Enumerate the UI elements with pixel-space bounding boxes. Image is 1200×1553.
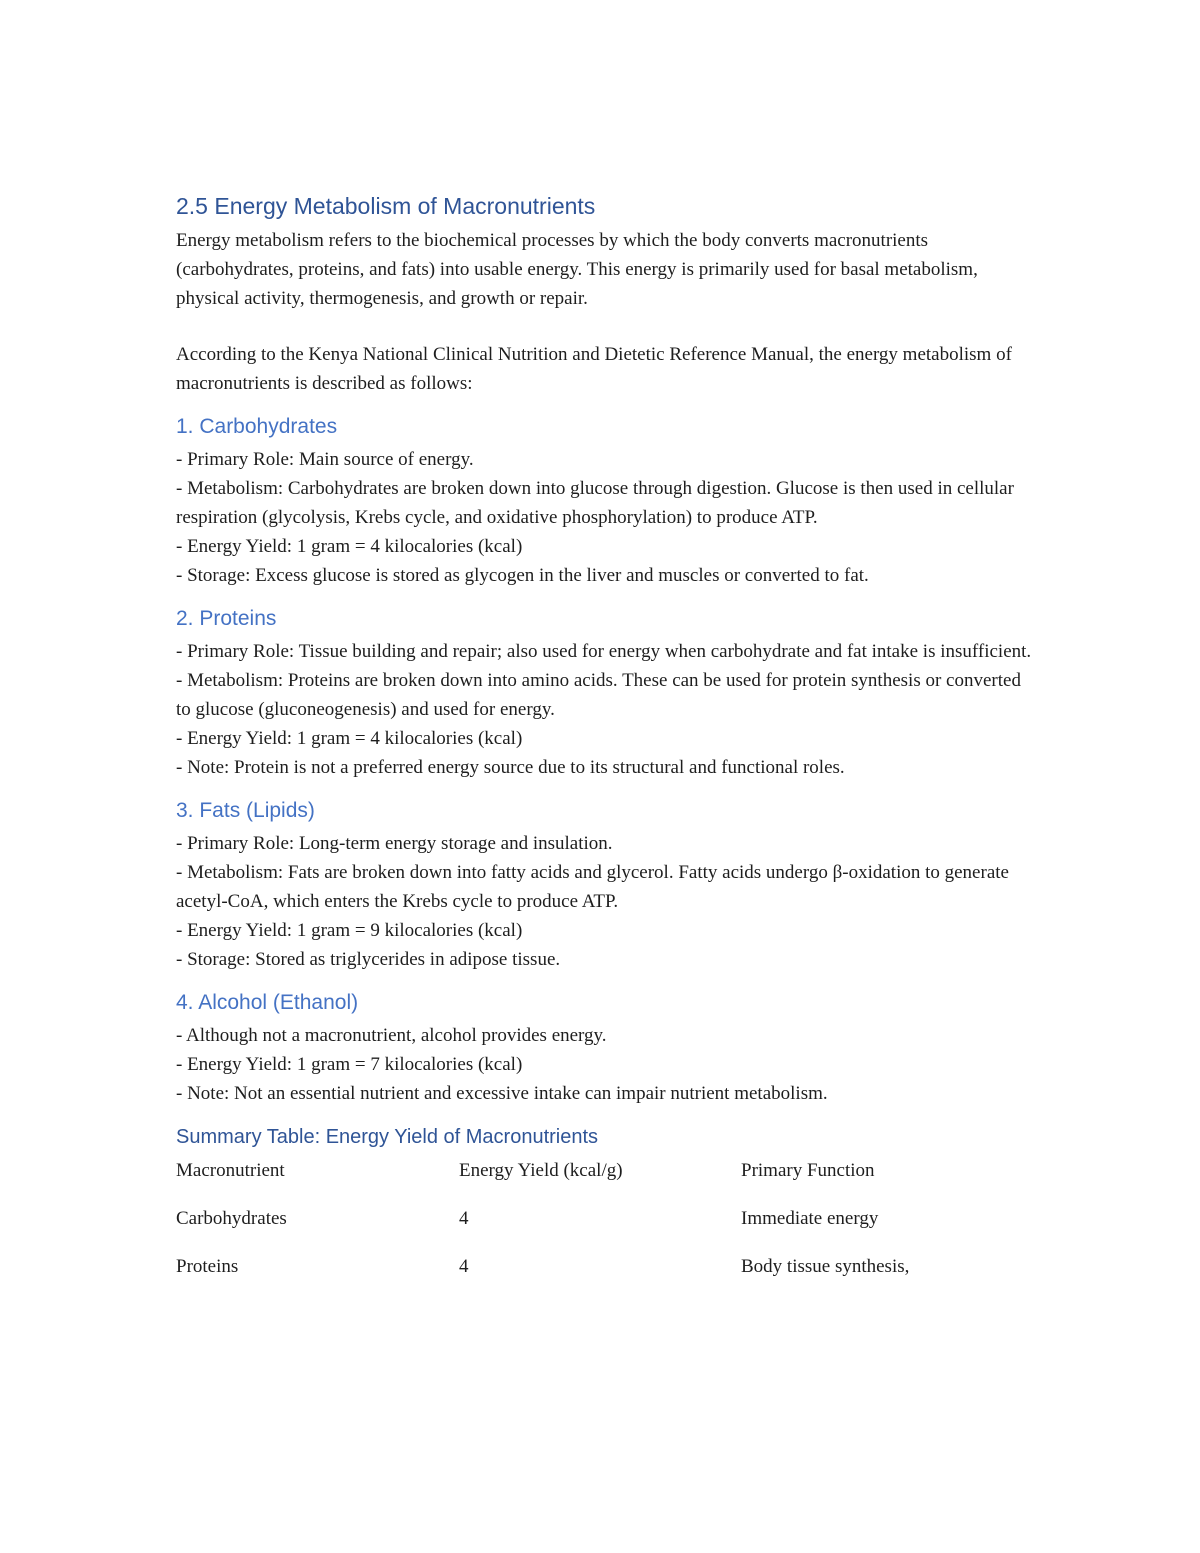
table-header-row bbox=[176, 1156, 1036, 1204]
bullet-item: - Storage: Stored as triglycerides in adipose tissue. bbox=[176, 949, 561, 970]
table-row bbox=[176, 1252, 1036, 1300]
section-fats bbox=[176, 794, 1036, 974]
summary-table bbox=[176, 1156, 1036, 1300]
bullet-item: - Note: Protein is not a preferred energy source due to its structural and functional roles. bbox=[176, 757, 845, 778]
section-alcohol bbox=[176, 986, 1036, 1108]
table-cell: 4 bbox=[459, 1208, 469, 1229]
document-title: 2.5 Energy Metabolism of Macronutrients bbox=[176, 193, 596, 219]
reference-paragraph: According to the Kenya National Clinical Nutrition and Dietetic Reference Manual, the energy metabolism of macronutrients is described as follows: bbox=[176, 344, 1012, 394]
bullet-item: - Storage: Excess glucose is stored as glycogen in the liver and muscles or converted to fat. bbox=[176, 565, 869, 586]
bullet-item: - Energy Yield: 1 gram = 7 kilocalories (kcal) bbox=[176, 1054, 523, 1075]
bullet-item: - Energy Yield: 1 gram = 4 kilocalories (kcal) bbox=[176, 728, 523, 749]
summary-heading: Summary Table: Energy Yield of Macronutrients bbox=[176, 1126, 599, 1148]
bullet-item: - Metabolism: Proteins are broken down into amino acids. These can be used for protein synthesis or converted to glucose (gluconeogenesis) and used for energy. bbox=[176, 670, 1021, 720]
bullet-item: - Energy Yield: 1 gram = 4 kilocalories (kcal) bbox=[176, 536, 523, 557]
intro-paragraph: Energy metabolism refers to the biochemical processes by which the body converts macronutrients (carbohydrates, proteins, and fats) into usable energy. This energy is primarily used for basal metabolism, physical activity, thermogenesis, and growth or repair. bbox=[176, 230, 978, 309]
bullet-item: - Note: Not an essential nutrient and excessive intake can impair nutrient metabolism. bbox=[176, 1083, 828, 1104]
bullet-item: - Metabolism: Carbohydrates are broken down into glucose through digestion. Glucose is then used in cellular respiration (glycolysis, Krebs cycle, and oxidative phosphorylation) to produce ATP. bbox=[176, 478, 1014, 528]
section-heading: 4. Alcohol (Ethanol) bbox=[176, 991, 359, 1014]
bullet-item: - Primary Role: Tissue building and repair; also used for energy when carbohydrate and fat intake is insufficient. bbox=[176, 641, 1032, 662]
table-cell: Immediate energy bbox=[741, 1208, 879, 1229]
table-header-cell: Energy Yield (kcal/g) bbox=[459, 1160, 623, 1181]
section-heading: 2. Proteins bbox=[176, 607, 277, 630]
section-heading: 3. Fats (Lipids) bbox=[176, 799, 315, 822]
section-carbohydrates bbox=[176, 410, 1036, 590]
table-header-cell: Macronutrient bbox=[176, 1160, 285, 1181]
section-proteins bbox=[176, 602, 1036, 782]
document-page bbox=[176, 188, 1036, 1300]
summary-section bbox=[176, 1120, 1036, 1300]
section-heading: 1. Carbohydrates bbox=[176, 415, 338, 438]
bullet-item: - Energy Yield: 1 gram = 9 kilocalories (kcal) bbox=[176, 920, 523, 941]
table-row bbox=[176, 1204, 1036, 1252]
table-header-cell: Primary Function bbox=[741, 1160, 875, 1181]
bullet-item: - Primary Role: Main source of energy. bbox=[176, 449, 474, 470]
bullet-item: - Primary Role: Long-term energy storage and insulation. bbox=[176, 833, 613, 854]
table-cell: Proteins bbox=[176, 1256, 239, 1277]
table-cell: Body tissue synthesis, bbox=[741, 1256, 910, 1277]
table-cell: 4 bbox=[459, 1256, 469, 1277]
bullet-item: - Although not a macronutrient, alcohol provides energy. bbox=[176, 1025, 607, 1046]
bullet-item: - Metabolism: Fats are broken down into fatty acids and glycerol. Fatty acids undergo β-oxidation to generate acetyl-CoA, which enters the Krebs cycle to produce ATP. bbox=[176, 862, 1009, 912]
table-cell: Carbohydrates bbox=[176, 1208, 287, 1229]
